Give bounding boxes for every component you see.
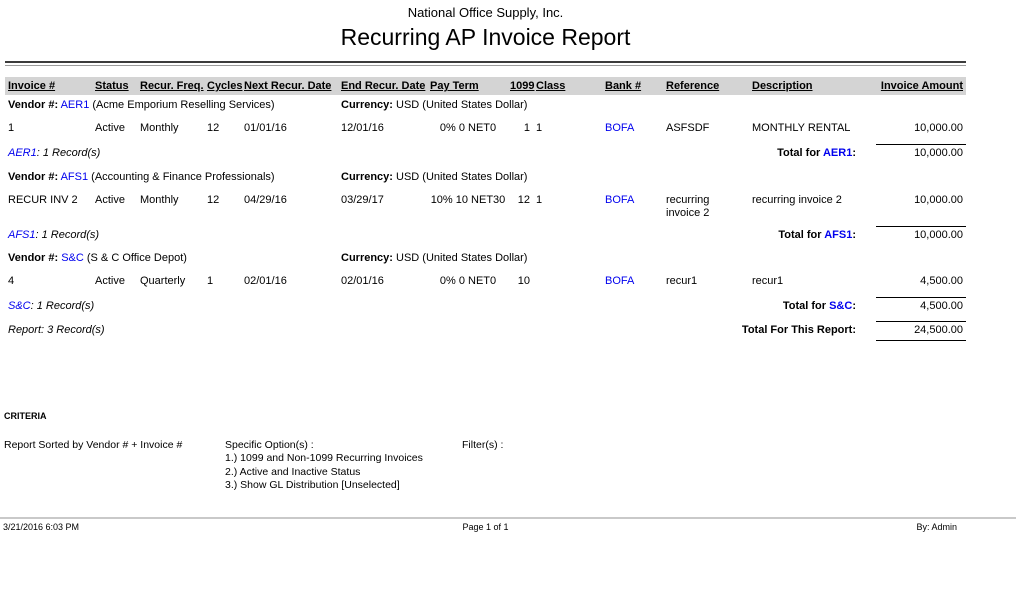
title-rule-light xyxy=(5,65,966,66)
report-total-amount: 24,500.00 xyxy=(876,321,966,341)
cell-invoice-number: 4 xyxy=(8,275,15,287)
cell-reference: recur1 xyxy=(666,275,698,287)
vendor-header-afs1 xyxy=(5,171,969,183)
vendor-code-link[interactable]: AER1 xyxy=(822,147,853,159)
report-total-label: Total For This Report: xyxy=(741,324,856,336)
cell-recur-freq: Monthly xyxy=(140,122,179,134)
vendor-number-label: Vendor #: xyxy=(8,171,59,183)
cell-next-recur-date: 01/01/16 xyxy=(244,122,287,134)
footer-rule xyxy=(0,517,1016,519)
vendor-name: (S & C Office Depot) xyxy=(86,252,187,264)
cell-reference: recurring invoice 2 xyxy=(666,194,710,219)
cell-cycles: 12 xyxy=(207,122,220,134)
vendor-record-count xyxy=(5,297,94,312)
cell-pay-term: 0% 0 NET0 xyxy=(439,122,497,134)
cell-end-recur-date: 12/01/16 xyxy=(341,122,384,134)
cell-invoice-amount: 10,000.00 xyxy=(914,122,963,134)
cell-invoice-number: 1 xyxy=(8,122,15,134)
cell-recur-freq: Monthly xyxy=(140,194,179,206)
invoice-row xyxy=(5,194,966,220)
vendor-name: (Accounting & Finance Professionals) xyxy=(91,171,275,183)
col-header-recur-freq: Recur. Freq. xyxy=(140,80,204,92)
col-header-1099: 1099 xyxy=(510,80,535,92)
cell-invoice-amount: 10,000.00 xyxy=(914,194,963,206)
criteria-options xyxy=(225,439,423,493)
colon: : xyxy=(852,300,856,312)
cell-bank-link[interactable]: BOFA xyxy=(605,275,635,287)
cell-description: recurring invoice 2 xyxy=(752,194,842,206)
criteria-sorted-by: Report Sorted by Vendor # + Invoice # xyxy=(4,439,183,451)
col-header-class: Class xyxy=(536,80,566,92)
vendor-total-label xyxy=(778,226,856,241)
cell-pay-term: 10% 10 NET30 xyxy=(430,194,506,206)
vendor-total-amount: 4,500.00 xyxy=(876,297,966,312)
vendor-total-amount: 10,000.00 xyxy=(876,144,966,159)
record-count-text: : 1 Record(s) xyxy=(36,147,101,159)
footer-printed-by: By: Admin xyxy=(916,522,957,532)
vendor-total-label xyxy=(783,297,856,312)
vendor-header-aer1 xyxy=(5,99,969,111)
currency-value: USD (United States Dollar) xyxy=(396,99,528,111)
col-header-status: Status xyxy=(95,80,129,92)
col-header-description: Description xyxy=(752,80,813,92)
cell-class: 1 xyxy=(536,194,543,206)
vendor-code-link[interactable]: AFS1 xyxy=(60,171,89,183)
colon: : xyxy=(852,229,856,241)
cell-class: 1 xyxy=(536,122,543,134)
vendor-summary-afs1 xyxy=(5,226,966,241)
cell-status: Active xyxy=(95,194,125,206)
cell-1099: 1 xyxy=(523,122,530,134)
col-header-pay-term: Pay Term xyxy=(430,80,479,92)
cell-bank-link[interactable]: BOFA xyxy=(605,194,635,206)
vendor-code-link[interactable]: S&C xyxy=(829,300,853,312)
vendor-total-label xyxy=(777,144,856,159)
vendor-code-link[interactable]: AFS1 xyxy=(8,229,36,241)
vendor-summary-aer1 xyxy=(5,144,966,159)
currency-value: USD (United States Dollar) xyxy=(396,171,528,183)
currency-label: Currency: xyxy=(341,252,393,264)
vendor-record-count xyxy=(5,226,99,241)
cell-invoice-amount: 4,500.00 xyxy=(920,275,963,287)
cell-end-recur-date: 02/01/16 xyxy=(341,275,384,287)
report-record-count: Report: 3 Record(s) xyxy=(8,324,105,336)
colon: : xyxy=(852,147,856,159)
criteria-option-2: 2.) Active and Inactive Status xyxy=(225,465,361,478)
footer-datetime: 3/21/2016 6:03 PM xyxy=(3,522,80,532)
vendor-code-link[interactable]: S&C xyxy=(8,300,31,312)
cell-reference: ASFSDF xyxy=(666,122,710,134)
vendor-total-amount: 10,000.00 xyxy=(876,226,966,241)
vendor-code-link[interactable]: AER1 xyxy=(60,99,90,111)
record-count-text: : 1 Record(s) xyxy=(35,229,100,241)
vendor-code-link[interactable]: AER1 xyxy=(8,147,37,159)
col-header-next-recur-date: Next Recur. Date xyxy=(244,80,332,92)
vendor-record-count xyxy=(5,144,100,159)
col-header-bank: Bank # xyxy=(605,80,642,92)
total-for-text: Total for xyxy=(782,300,827,312)
title-rule-dark xyxy=(5,61,966,63)
record-count-text: : 1 Record(s) xyxy=(30,300,95,312)
col-header-reference: Reference xyxy=(666,80,720,92)
table-header-row xyxy=(5,77,966,95)
report-summary-row xyxy=(5,321,966,341)
cell-description: MONTHLY RENTAL xyxy=(752,122,851,134)
currency-block xyxy=(341,171,527,183)
col-header-cycles: Cycles xyxy=(207,80,243,92)
col-header-invoice: Invoice # xyxy=(8,80,56,92)
cell-status: Active xyxy=(95,122,125,134)
total-for-text: Total for xyxy=(777,147,821,159)
cell-class xyxy=(534,275,605,288)
cell-invoice-number: RECUR INV 2 xyxy=(8,194,78,206)
criteria-heading: CRITERIA xyxy=(4,411,47,421)
cell-cycles: 1 xyxy=(207,275,214,287)
vendor-name: (Acme Emporium Reselling Services) xyxy=(92,99,275,111)
cell-cycles: 12 xyxy=(207,194,220,206)
cell-status: Active xyxy=(95,275,125,287)
cell-description: recur1 xyxy=(752,275,784,287)
page-title: Recurring AP Invoice Report xyxy=(340,24,631,50)
invoice-row xyxy=(5,122,966,135)
criteria-filters-label: Filter(s) : xyxy=(462,439,504,451)
criteria-option-1: 1.) 1099 and Non-1099 Recurring Invoices xyxy=(225,452,423,465)
cell-1099: 10 xyxy=(517,275,530,287)
col-header-invoice-amount: Invoice Amount xyxy=(880,80,963,92)
vendor-summary-sc xyxy=(5,297,966,312)
total-for-text: Total for xyxy=(778,229,822,241)
cell-next-recur-date: 04/29/16 xyxy=(244,194,287,206)
footer-page-number: Page 1 of 1 xyxy=(462,522,509,532)
vendor-number-label: Vendor #: xyxy=(8,99,59,111)
company-name: National Office Supply, Inc. xyxy=(407,5,564,20)
vendor-code-link[interactable]: AFS1 xyxy=(824,229,853,241)
criteria-options-label: Specific Option(s) : xyxy=(225,439,314,451)
currency-value: USD (United States Dollar) xyxy=(396,252,528,264)
vendor-header-sc xyxy=(5,252,969,264)
invoice-row xyxy=(5,275,966,288)
currency-label: Currency: xyxy=(341,99,393,111)
vendor-number-label: Vendor #: xyxy=(8,252,59,264)
cell-next-recur-date: 02/01/16 xyxy=(244,275,287,287)
col-header-end-recur-date: End Recur. Date xyxy=(341,80,426,92)
cell-1099: 12 xyxy=(517,194,530,206)
cell-pay-term: 0% 0 NET0 xyxy=(439,275,497,287)
criteria-option-3: 3.) Show GL Distribution [Unselected] xyxy=(225,479,400,492)
currency-block xyxy=(341,99,527,111)
cell-end-recur-date: 03/29/17 xyxy=(341,194,384,206)
currency-label: Currency: xyxy=(341,171,393,183)
currency-block xyxy=(341,252,527,264)
cell-bank-link[interactable]: BOFA xyxy=(605,122,635,134)
vendor-code-link[interactable]: S&C xyxy=(61,252,84,264)
cell-recur-freq: Quarterly xyxy=(140,275,186,287)
